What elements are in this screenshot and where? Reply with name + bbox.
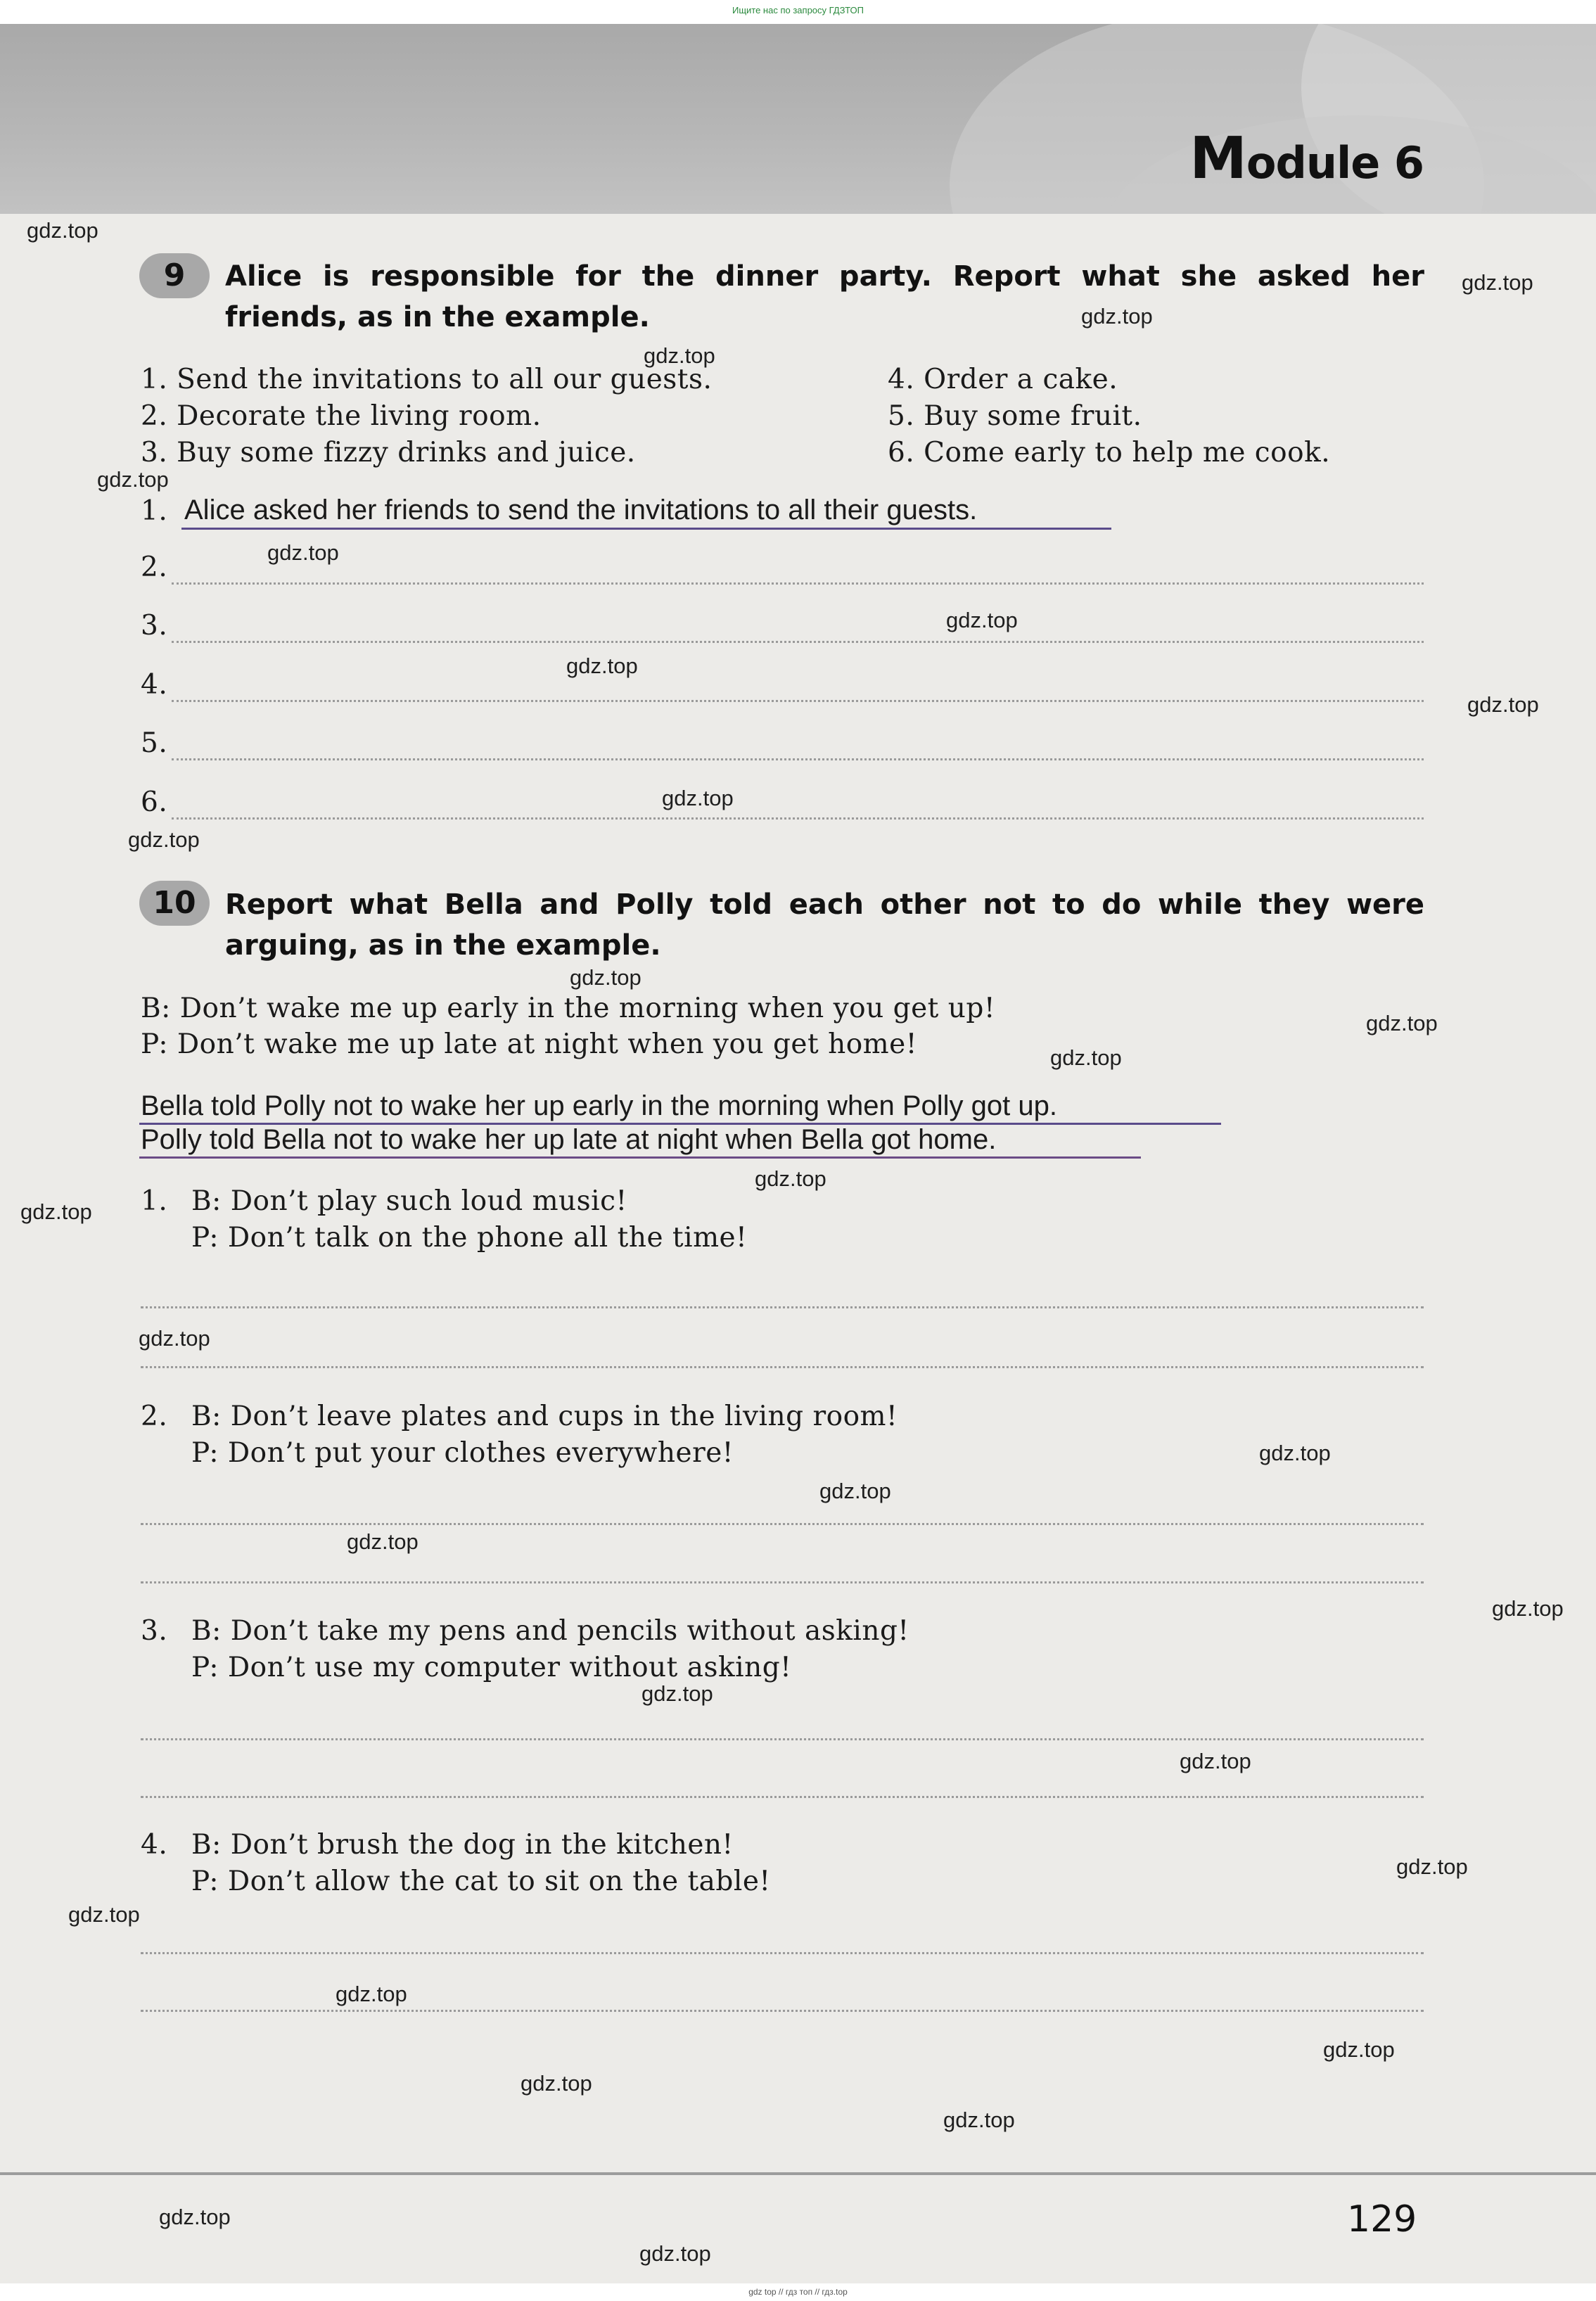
- module-title: Module 6: [1189, 125, 1424, 192]
- ex9-item-4: 4. Order a cake.: [888, 364, 1118, 395]
- watermark: gdz.top: [1081, 304, 1153, 329]
- watermark: gdz.top: [159, 2205, 231, 2229]
- ex9-blank-label-4: 4.: [141, 669, 168, 701]
- watermark: gdz.top: [570, 965, 641, 990]
- ex10-example-polly: P: Don’t wake me up late at night when you get home!: [141, 1028, 917, 1060]
- watermark: gdz.top: [1396, 1854, 1468, 1879]
- watermark: gdz.top: [139, 1326, 210, 1351]
- watermark: gdz.top: [347, 1529, 419, 1554]
- ex9-answer-line-6[interactable]: [172, 817, 1424, 820]
- exercise-10-number: 10: [139, 881, 210, 926]
- ex9-item-3: 3. Buy some fizzy drinks and juice.: [141, 437, 636, 469]
- ex9-answer-underline: [181, 528, 1111, 530]
- ex9-answer-line-5[interactable]: [172, 758, 1424, 760]
- watermark: gdz.top: [27, 218, 98, 243]
- watermark: gdz.top: [662, 786, 734, 810]
- ex9-blank-label-6: 6.: [141, 786, 168, 818]
- ex9-answer-line-2[interactable]: [172, 582, 1424, 585]
- watermark: gdz.top: [755, 1166, 826, 1191]
- ex10-item-4-number: 4.: [141, 1829, 168, 1861]
- exercise-9-number: 9: [139, 253, 210, 298]
- footer-rule: [0, 2172, 1596, 2175]
- ex9-blank-label-3: 3.: [141, 610, 168, 642]
- watermark: gdz.top: [68, 1902, 140, 1927]
- watermark: gdz.top: [1462, 270, 1533, 295]
- ex10-item-4-bella: B: Don’t brush the dog in the kitchen!: [191, 1829, 734, 1861]
- exercise-10-title: Report what Bella and Polly told each other not to do while they were arguing, as in the example.: [225, 888, 1424, 962]
- watermark: gdz.top: [641, 1681, 713, 1706]
- watermark: gdz.top: [1323, 2037, 1395, 2062]
- watermark: gdz.top: [1492, 1596, 1564, 1621]
- ex10-item-1-bella: B: Don’t play such loud music!: [191, 1185, 627, 1217]
- watermark: gdz.top: [644, 343, 715, 368]
- ex9-item-6: 6. Come early to help me cook.: [888, 437, 1331, 469]
- top-note: Ищите нас по запросу ГДЗТОП: [0, 0, 1596, 24]
- ex10-example-answer-1: Bella told Polly not to wake her up early in the morning when Polly got up.: [141, 1090, 1057, 1121]
- watermark: gdz.top: [1180, 1749, 1251, 1773]
- watermark: gdz.top: [943, 2108, 1015, 2132]
- watermark: gdz.top: [521, 2071, 592, 2096]
- ex9-answer-text: Alice asked her friends to send the invitations to all their guests.: [184, 495, 978, 525]
- ex10-item-2-number: 2.: [141, 1401, 168, 1432]
- ex10-item-3-line-1[interactable]: [141, 1738, 1424, 1740]
- watermark: gdz.top: [97, 467, 169, 492]
- watermark: gdz.top: [1366, 1011, 1438, 1035]
- ex10-item-1-number: 1.: [141, 1185, 168, 1217]
- ex10-item-1-polly: P: Don’t talk on the phone all the time!: [191, 1222, 748, 1254]
- ex10-item-2-polly: P: Don’t put your clothes everywhere!: [191, 1437, 734, 1469]
- ex10-example-underline-2: [139, 1156, 1141, 1159]
- ex9-answer-number: 1.: [141, 495, 168, 527]
- ex10-example-bella: B: Don’t wake me up early in the morning when you get up!: [141, 993, 996, 1024]
- ex10-item-2-bella: B: Don’t leave plates and cups in the living room!: [191, 1401, 898, 1432]
- ex10-item-3-number: 3.: [141, 1615, 168, 1647]
- ex9-answer-line-3[interactable]: [172, 641, 1424, 643]
- ex10-item-4-polly: P: Don’t allow the cat to sit on the table!: [191, 1866, 771, 1897]
- ex9-item-5: 5. Buy some fruit.: [888, 400, 1142, 432]
- ex10-item-2-line-1[interactable]: [141, 1523, 1424, 1525]
- ex10-item-1-line-1[interactable]: [141, 1306, 1424, 1308]
- watermark: gdz.top: [336, 1982, 407, 2006]
- watermark: gdz.top: [1467, 692, 1539, 717]
- ex10-item-3-polly: P: Don’t use my computer without asking!: [191, 1652, 792, 1683]
- exercise-9-title: Alice is responsible for the dinner party. Report what she asked her friends, as in the example.: [225, 260, 1424, 333]
- ex10-item-1-line-2[interactable]: [141, 1366, 1424, 1368]
- ex10-item-3-line-2[interactable]: [141, 1796, 1424, 1798]
- watermark: gdz.top: [819, 1479, 891, 1503]
- watermark: gdz.top: [1259, 1441, 1331, 1465]
- watermark: gdz.top: [946, 608, 1018, 632]
- ex10-item-4-line-1[interactable]: [141, 1952, 1424, 1954]
- ex9-blank-label-2: 2.: [141, 552, 168, 583]
- ex9-item-1: 1. Send the invitations to all our guests.: [141, 364, 713, 395]
- watermark: gdz.top: [128, 827, 200, 852]
- watermark: gdz.top: [639, 2241, 711, 2266]
- ex10-item-2-line-2[interactable]: [141, 1581, 1424, 1583]
- watermark: gdz.top: [566, 654, 638, 678]
- bottom-note: gdz top // гдз топ // гдз.top: [0, 2283, 1596, 2301]
- ex10-item-4-line-2[interactable]: [141, 2010, 1424, 2012]
- ex10-item-3-bella: B: Don’t take my pens and pencils without asking!: [191, 1615, 909, 1647]
- page-number: 129: [1347, 2198, 1417, 2241]
- watermark: gdz.top: [267, 540, 339, 565]
- ex10-example-answer-2: Polly told Bella not to wake her up late at night when Bella got home.: [141, 1124, 997, 1155]
- watermark: gdz.top: [1050, 1045, 1122, 1070]
- ex9-item-2: 2. Decorate the living room.: [141, 400, 542, 432]
- watermark: gdz.top: [20, 1199, 92, 1224]
- ex9-blank-label-5: 5.: [141, 727, 168, 759]
- ex9-answer-line-4[interactable]: [172, 700, 1424, 702]
